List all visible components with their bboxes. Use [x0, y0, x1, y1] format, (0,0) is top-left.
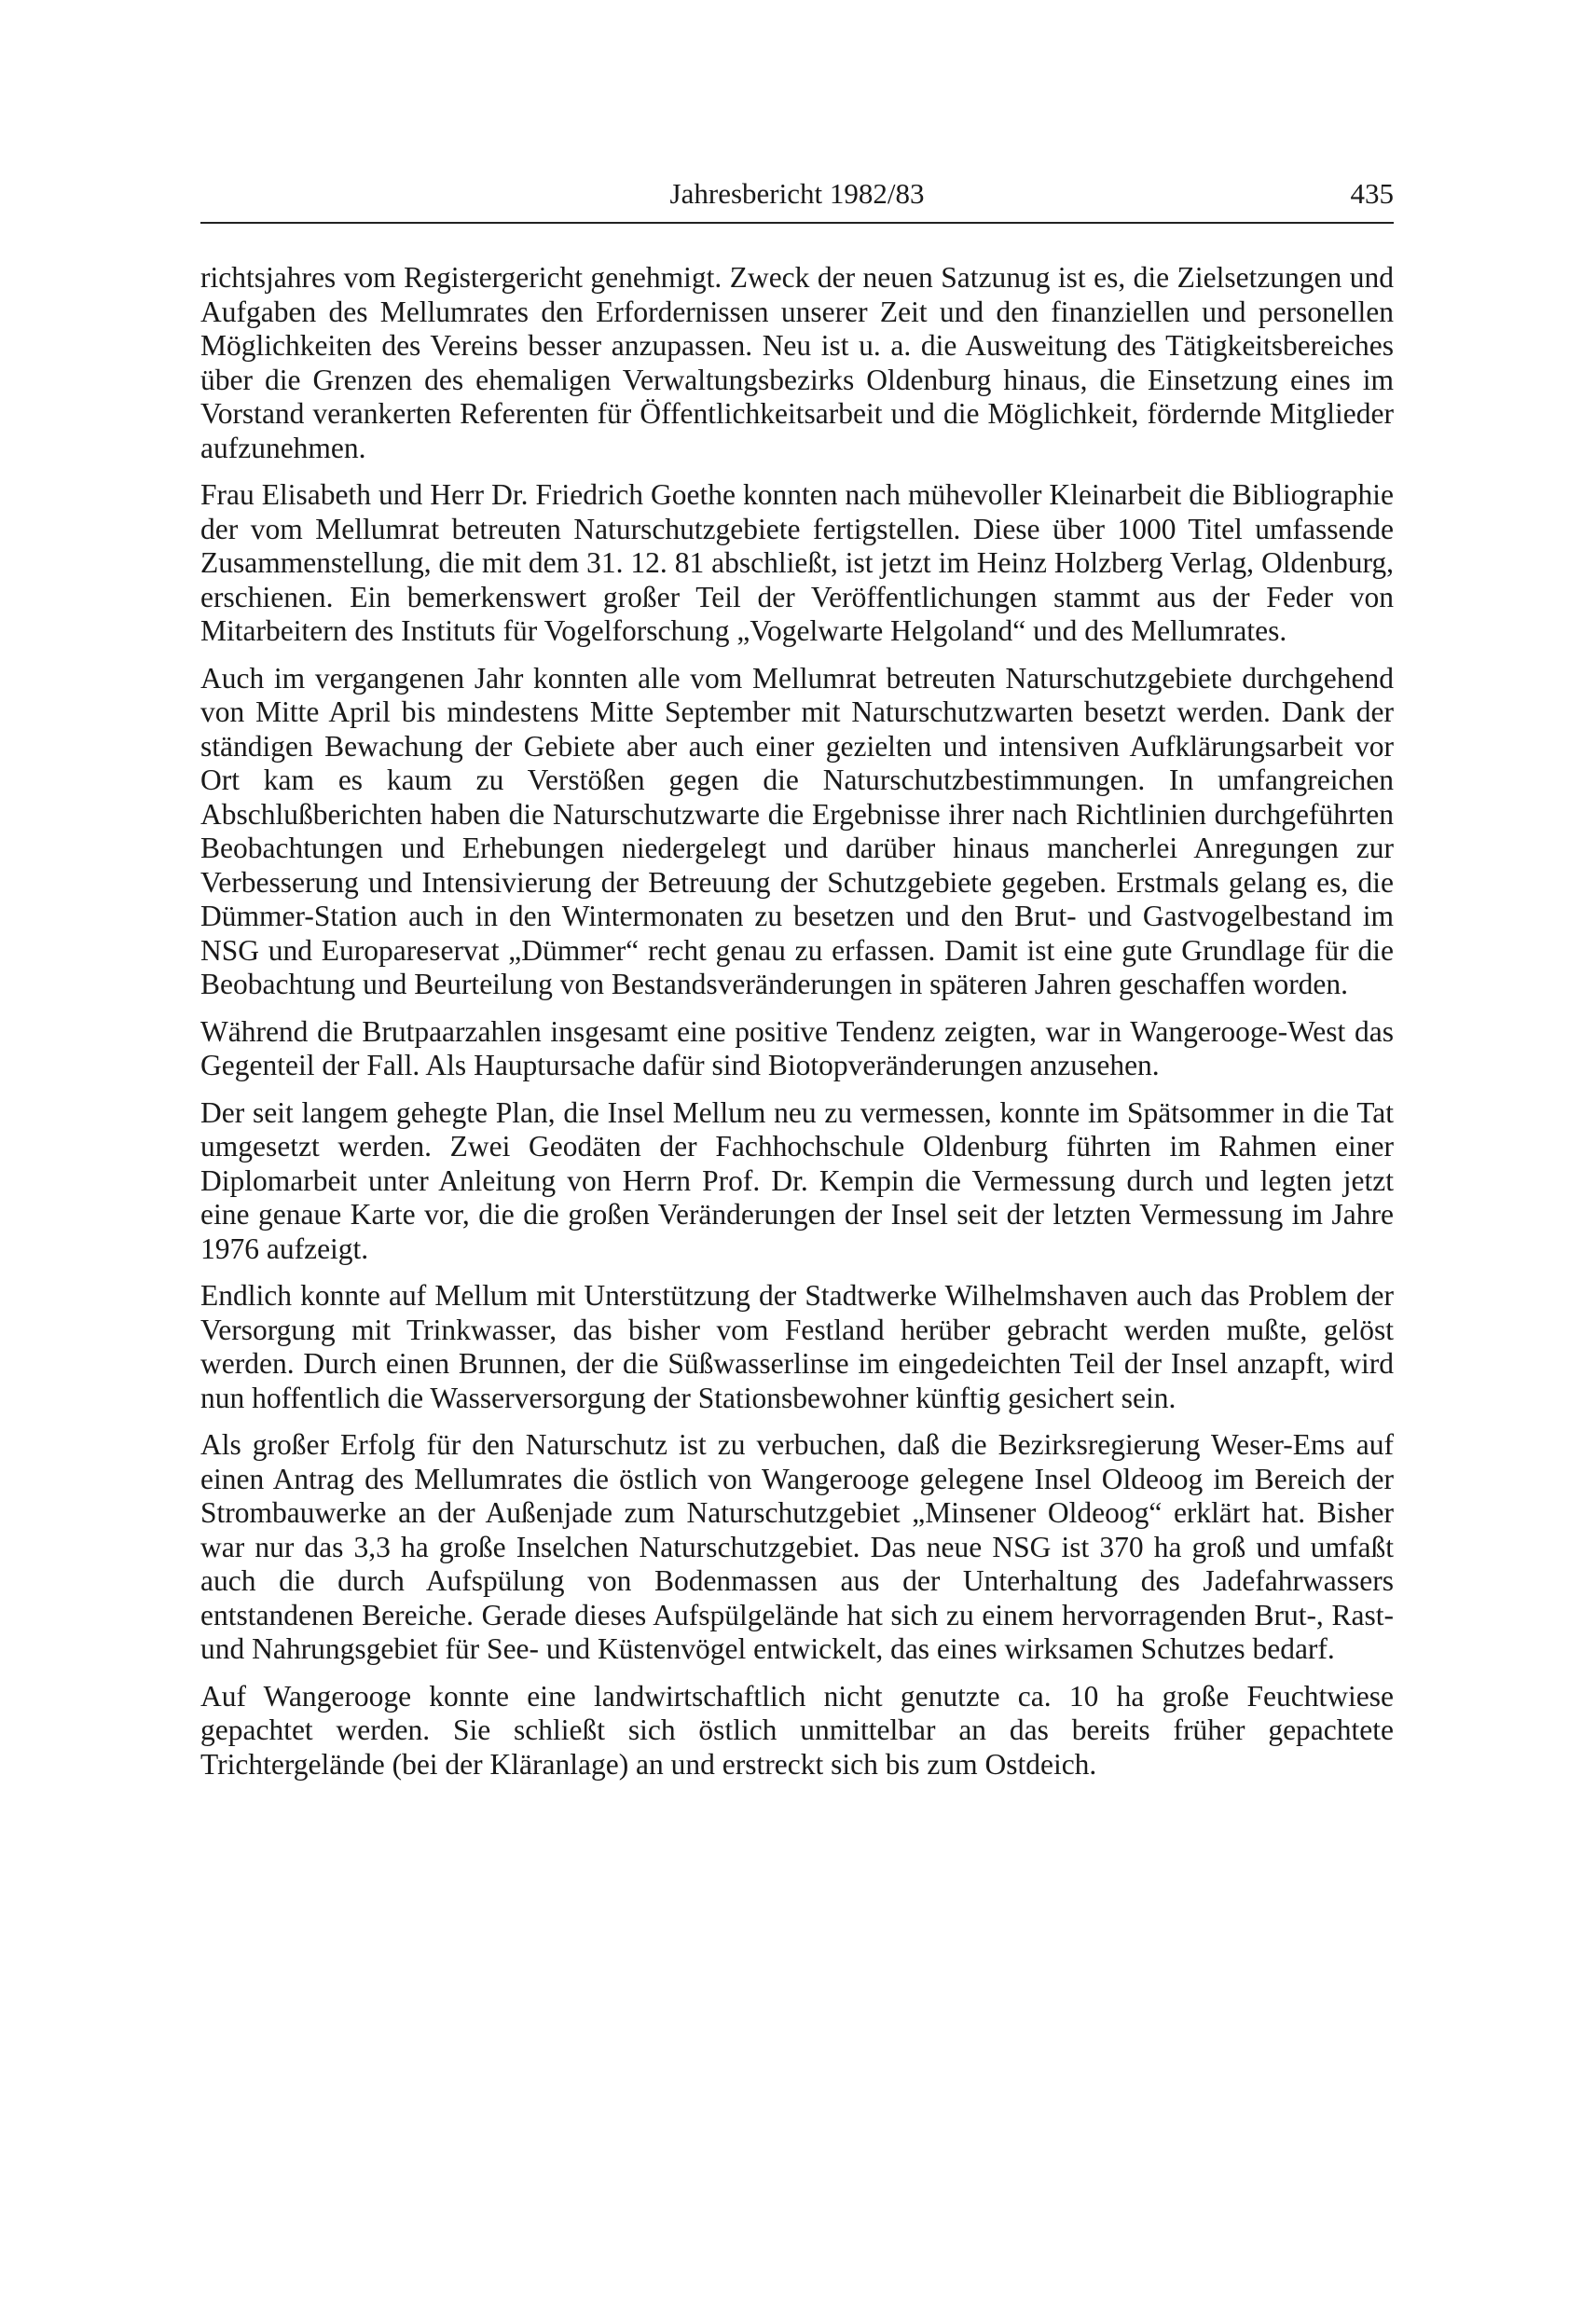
paragraph-survey: Der seit langem gehegte Plan, die Insel Mellum neu zu vermessen, konnte im Spätsommer in die Tat umgesetzt werden. Zwei Geodäten der Fachhochschule Oldenburg führten im Rahmen einer Diplomarbeit unter Anleitung von Herrn Prof. Dr. Kempin die Vermessung durch und legten jetzt eine genaue Karte vor, die die großen Veränderungen der Insel seit der letzten Vermessung im Jahre 1976 aufzeigt. [200, 1095, 1394, 1265]
paragraph-breeding-pairs: Während die Brutpaarzahlen insgesamt eine positive Tendenz zeigten, war in Wangerooge-West das Gegenteil der Fall. Als Hauptursache dafür sind Biotopveränderungen anzusehen. [200, 1014, 1394, 1081]
paragraph-water-supply: Endlich konnte auf Mellum mit Unterstützung der Stadtwerke Wilhelmshaven auch das Problem der Versorgung mit Trinkwasser, das bisher vom Festland herüber gebracht werden mußte, gelöst werden. Durch einen Brunnen, der die Süßwasserlinse im eingedeichten Teil der Insel anzapft, wird nun hoffentlich die Wasserversorgung der Stationsbewohner künftig gesichert sein. [200, 1279, 1394, 1414]
paragraph-nature-reserve: Als großer Erfolg für den Naturschutz ist zu verbuchen, daß die Bezirksregierung Weser-Ems auf einen Antrag des Mellumrates die östlich von Wangerooge gelegene Insel Oldeoog im Bereich der Strombauwerke an der Außenjade zum Naturschutzgebiet „Minsener Oldeoog“ erklärt hat. Bisher war nur das 3,3 ha große Inselchen Naturschutzgebiet. Das neue NSG ist 370 ha groß und umfaßt auch die durch Aufspülung von Bodenmassen aus der Unterhaltung des Jadefahrwassers entstandenen Bereiche. Gerade dieses Aufspülgelände hat sich zu einem hervorragenden Brut-, Rast- und Nahrungsgebiet für See- und Küstenvögel entwickelt, das eines wirksamen Schutzes bedarf. [200, 1428, 1394, 1665]
paragraph-wet-meadow: Auf Wangerooge konnte eine landwirtschaftlich nicht genutzte ca. 10 ha große Feuchtwiese gepachtet werden. Sie schließt sich östlich unmittelbar an das bereits früher gepachtete Trichtergelände (bei der Kläranlage) an und erstreckt sich bis zum Ostdeich. [200, 1679, 1394, 1781]
paragraph-statute: richtsjahres vom Registergericht genehmigt. Zweck der neuen Satzunug ist es, die Zielsetzungen und Aufgaben des Mellumrates den Erfordernissen unserer Zeit und den finanziellen und personellen Möglichkeiten des Vereins besser anzupassen. Neu ist u. a. die Ausweitung des Tätigkeitsbereiches über die Grenzen des ehemaligen Verwaltungsbezirks Oldenburg hinaus, die Einsetzung eines im Vorstand verankerten Referenten für Öffentlichkeitsarbeit und die Möglichkeit, fördernde Mitglieder aufzunehmen. [200, 261, 1394, 464]
body-text [200, 261, 1394, 1795]
paragraph-bibliography: Frau Elisabeth und Herr Dr. Friedrich Goethe konnten nach mühevoller Kleinarbeit die Bibliographie der vom Mellumrat betreuten Naturschutzgebiete fertigstellen. Diese über 1000 Titel umfassende Zusammenstellung, die mit dem 31. 12. 81 abschließt, ist jetzt im Heinz Holzberg Verlag, Oldenburg, erschienen. Ein bemerkenswert großer Teil der Veröffentlichungen stammt aus der Feder von Mitarbeitern des Instituts für Vogelforschung „Vogelwarte Helgoland“ und des Mellumrates. [200, 478, 1394, 647]
running-header [200, 171, 1394, 217]
page-number: 435 [1350, 177, 1394, 210]
running-title: Jahresbericht 1982/83 [669, 177, 925, 210]
header-rule [200, 222, 1394, 224]
paragraph-wardens: Auch im vergangenen Jahr konnten alle vom Mellumrat betreuten Naturschutzgebiete durchgehend von Mitte April bis mindestens Mitte September mit Naturschutzwarten besetzt werden. Dank der ständigen Bewachung der Gebiete aber auch einer gezielten und intensiven Aufklärungsarbeit vor Ort kam es kaum zu Verstößen gegen die Naturschutzbestimmungen. In umfangreichen Abschlußberichten haben die Naturschutzwarte die Ergebnisse ihrer nach Richtlinien durchgeführten Beobachtungen und Erhebungen niedergelegt und darüber hinaus mancherlei Anregungen zur Verbesserung und Intensivierung der Betreuung der Schutzgebiete gegeben. Erstmals gelang es, die Dümmer-Station auch in den Wintermonaten zu besetzen und den Brut- und Gastvogelbestand im NSG und Europareservat „Dümmer“ recht genau zu erfassen. Damit ist eine gute Grundlage für die Beobachtung und Beurteilung von Bestandsveränderungen in späteren Jahren geschaffen worden. [200, 661, 1394, 1000]
